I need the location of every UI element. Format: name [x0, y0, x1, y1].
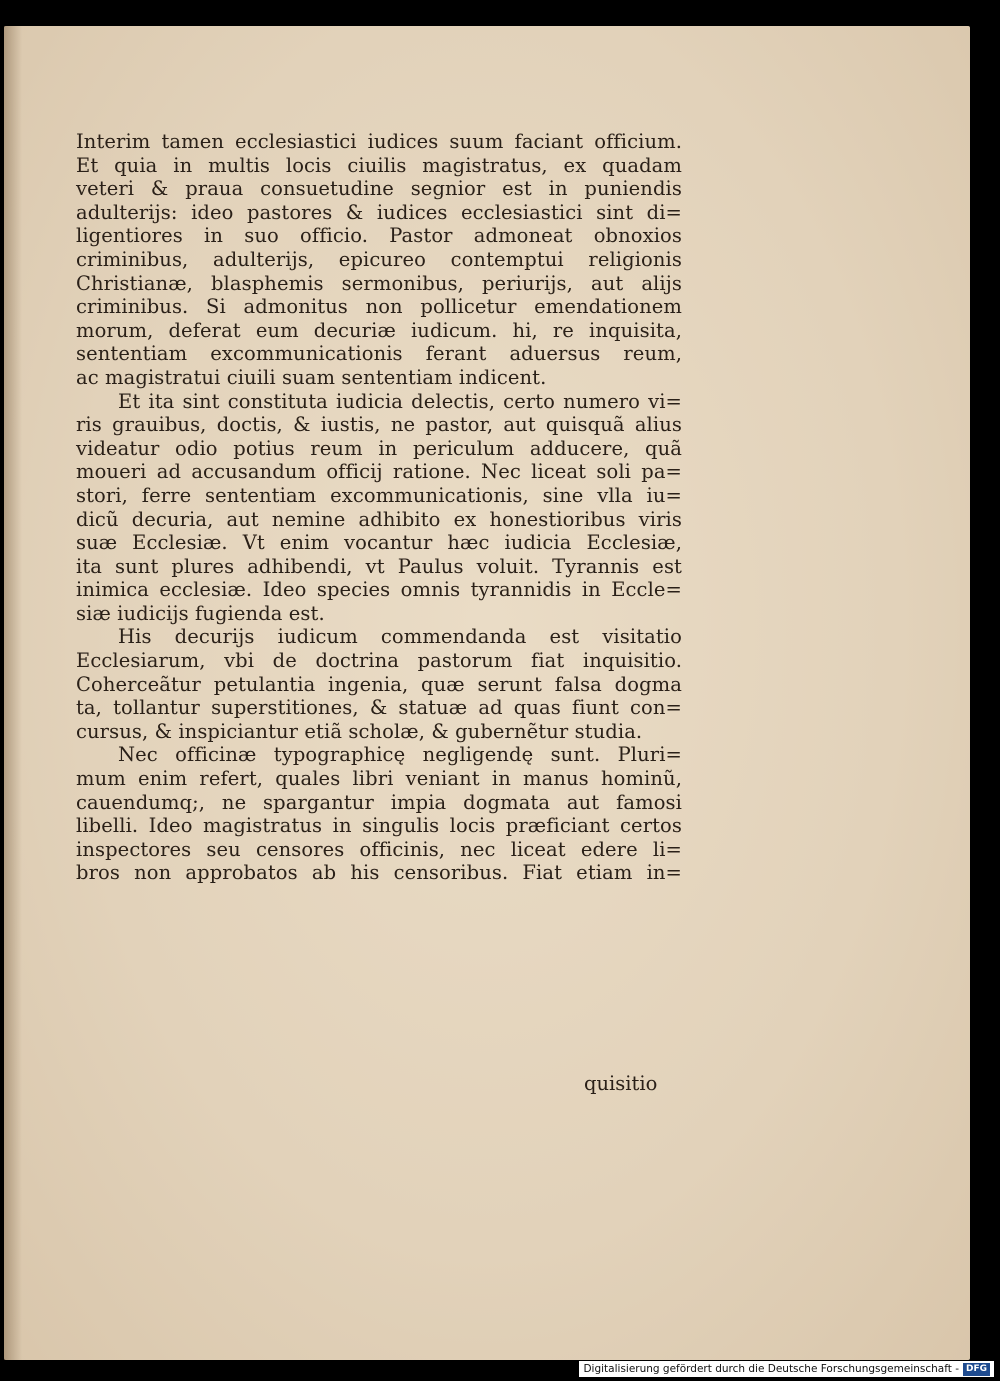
text-line: libelli. Ideo magistratus in singulis locis præficiant certos	[76, 814, 682, 838]
book-page	[4, 26, 970, 1360]
text-line: criminibus. Si admonitus non pollicetur emendationem	[76, 295, 682, 319]
text-line: cursus, & inspiciantur etiã scholæ, & gubernẽtur studia.	[76, 719, 643, 743]
text-line: cauendumq;, ne spargantur impia dogmata aut famosi	[76, 790, 682, 814]
digitization-credit	[579, 1361, 994, 1377]
text-line: suæ Ecclesiæ. Vt enim vocantur hæc iudicia Ecclesiæ,	[76, 531, 682, 555]
text-line: inimica ecclesiæ. Ideo species omnis tyrannidis in Eccle=	[76, 578, 682, 602]
text-line: videatur odio potius reum in periculum adducere, quã	[76, 436, 682, 460]
text-line: ligentiores in suo officio. Pastor admoneat obnoxios	[76, 224, 682, 248]
text-line: dicũ decuria, aut nemine adhibito ex honestioribus viris	[76, 507, 682, 531]
text-line: mum enim refert, quales libri veniant in manus hominũ,	[76, 767, 682, 791]
dfg-logo: DFG	[963, 1363, 990, 1376]
text-line: moueri ad accusandum officij ratione. Nec liceat soli pa=	[76, 460, 682, 484]
text-line: Christianæ, blasphemis sermonibus, periurijs, aut alijs	[76, 271, 682, 295]
text-line: inspectores seu censores officinis, nec liceat edere li=	[76, 837, 682, 861]
text-line: criminibus, adulterijs, epicureo contemptui religionis	[76, 247, 682, 271]
text-line: stori, ferre sententiam excommunicationis, sine vlla iu=	[76, 483, 682, 507]
body-text	[76, 130, 682, 885]
text-line: Nec officinæ typographicę negligendę sunt. Pluri=	[118, 743, 682, 767]
text-line: sententiam excommunicationis ferant aduersus reum,	[76, 342, 682, 366]
text-line: adulterijs: ideo pastores & iudices ecclesiastici sint di=	[76, 200, 682, 224]
text-line: ta, tollantur superstitiones, & statuæ ad quas fiunt con=	[76, 696, 682, 720]
catchword: quisitio	[584, 1072, 658, 1095]
text-line: Interim tamen ecclesiastici iudices suum faciant officium.	[76, 130, 682, 153]
text-line: Et ita sint constituta iudicia delectis, certo numero vi=	[118, 389, 682, 413]
text-line: ris grauibus, doctis, & iustis, ne pastor, aut quisquã alius	[76, 413, 682, 437]
text-line: Ecclesiarum, vbi de doctrina pastorum fiat inquisitio.	[76, 649, 682, 673]
text-line: veteri & praua consuetudine segnior est in puniendis	[76, 177, 682, 201]
text-line: bros non approbatos ab his censoribus. Fiat etiam in=	[76, 861, 682, 885]
text-line: morum, deferat eum decuriæ iudicum. hi, re inquisita,	[76, 318, 682, 342]
text-line: ac magistratui ciuili suam sententiam indicent.	[76, 365, 547, 389]
text-line: siæ iudicijs fugienda est.	[76, 601, 325, 625]
page-gutter-shadow	[4, 26, 22, 1360]
credit-text: Digitalisierung gefördert durch die Deutsche Forschungsgemeinschaft -	[583, 1363, 959, 1375]
text-line: Coherceãtur petulantia ingenia, quæ serunt falsa dogma	[76, 672, 682, 696]
text-line: His decurijs iudicum commendanda est visitatio	[118, 625, 682, 649]
text-line: Et quia in multis locis ciuilis magistratus, ex quadam	[76, 153, 682, 177]
text-line: ita sunt plures adhibendi, vt Paulus voluit. Tyrannis est	[76, 554, 682, 578]
